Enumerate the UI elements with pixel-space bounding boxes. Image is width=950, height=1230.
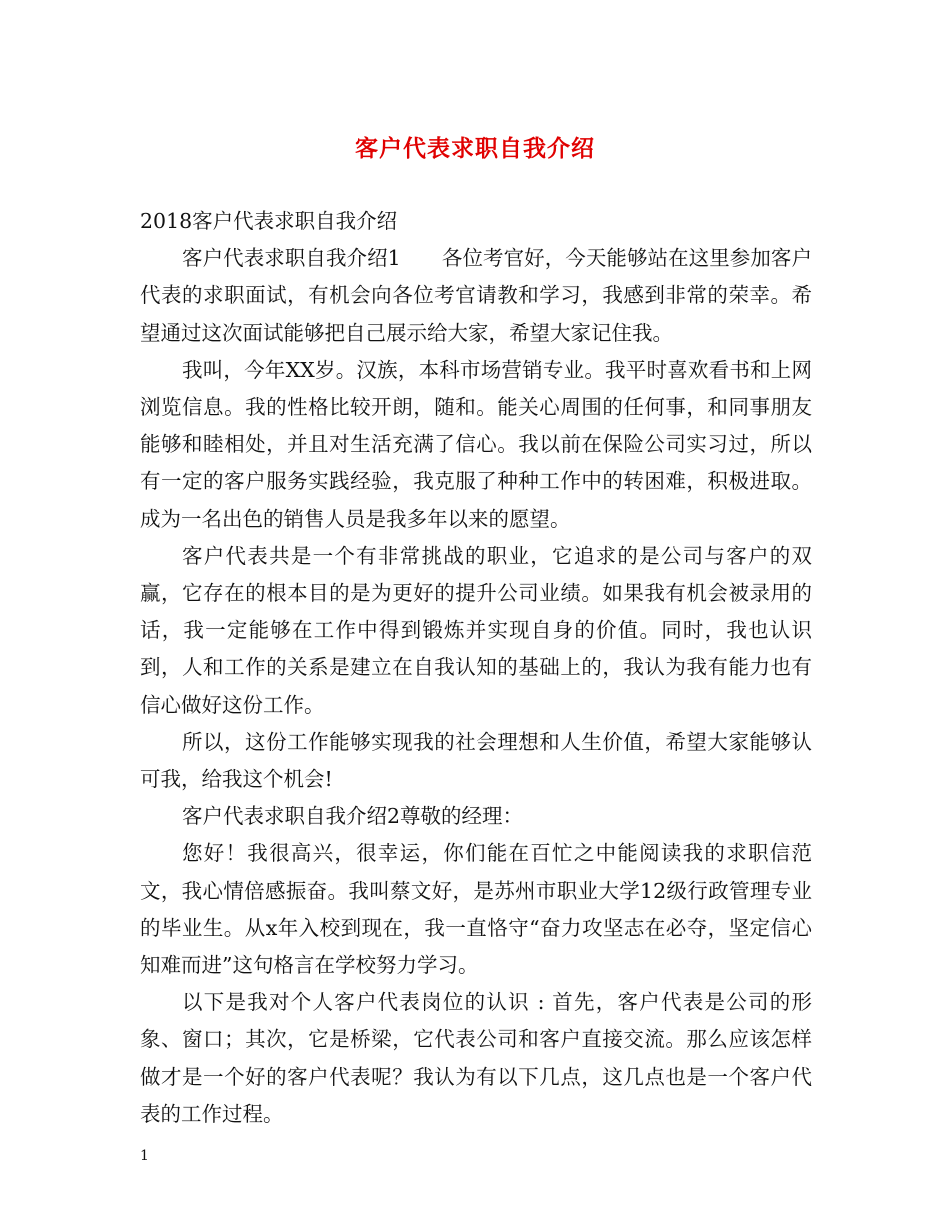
paragraph-subtitle: 2018客户代表求职自我介绍 [140, 209, 398, 233]
document-body [140, 203, 812, 1133]
paragraph: 您好！我很高兴，很幸运，你们能在百忙之中能阅读我的求职信范文，我心情倍感振奋。我叫蔡文好，是苏州市职业大学12级行政管理专业的毕业生。从x年入校到现在，我一直恪守“奋力攻坚志在必夺，坚定信心知难而进”这句格言在学校努力学习。 [140, 841, 812, 978]
paragraph: 我叫，今年XX岁。汉族，本科市场营销专业。我平时喜欢看书和上网浏览信息。我的性格比较开朗，随和。能关心周围的任何事，和同事朋友能够和睦相处，并且对生活充满了信心。我以前在保险公司实习过，所以有一定的客户服务实践经验，我克服了种种工作中的转困难，积极进取。成为一名出色的销售人员是我多年以来的愿望。 [140, 357, 812, 531]
paragraph: 客户代表共是一个有非常挑战的职业，它追求的是公司与客户的双赢，它存在的根本目的是为更好的提升公司业绩。如果我有机会被录用的话，我一定能够在工作中得到锻炼并实现自身的价值。同时，我也认识到，人和工作的关系是建立在自我认知的基础上的，我认为我有能力也有信心做好这份工作。 [140, 543, 812, 717]
page-number: 1 [140, 1148, 149, 1164]
paragraph: 所以，这份工作能够实现我的社会理想和人生价值，希望大家能够认可我，给我这个机会! [140, 729, 812, 792]
paragraph: 以下是我对个人客户代表岗位的认识 : 首先，客户代表是公司的形象、窗口；其次，它是桥梁，它代表公司和客户直接交流。那么应该怎样做才是一个好的客户代表呢？我认为有以下几点，这几点也是一个客户代表的工作过程。 [140, 990, 812, 1126]
paragraph: 客户代表求职自我介绍2尊敬的经理： [182, 804, 524, 829]
document-title: 客户代表求职自我介绍 [355, 135, 595, 162]
paragraph: 客户代表求职自我介绍1 各位考官好，今天能够站在这里参加客户代表的求职面试，有机会向各位考官请教和学习，我感到非常的荣幸。希望通过这次面试能够把自己展示给大家，希望大家记住我。 [140, 246, 812, 345]
